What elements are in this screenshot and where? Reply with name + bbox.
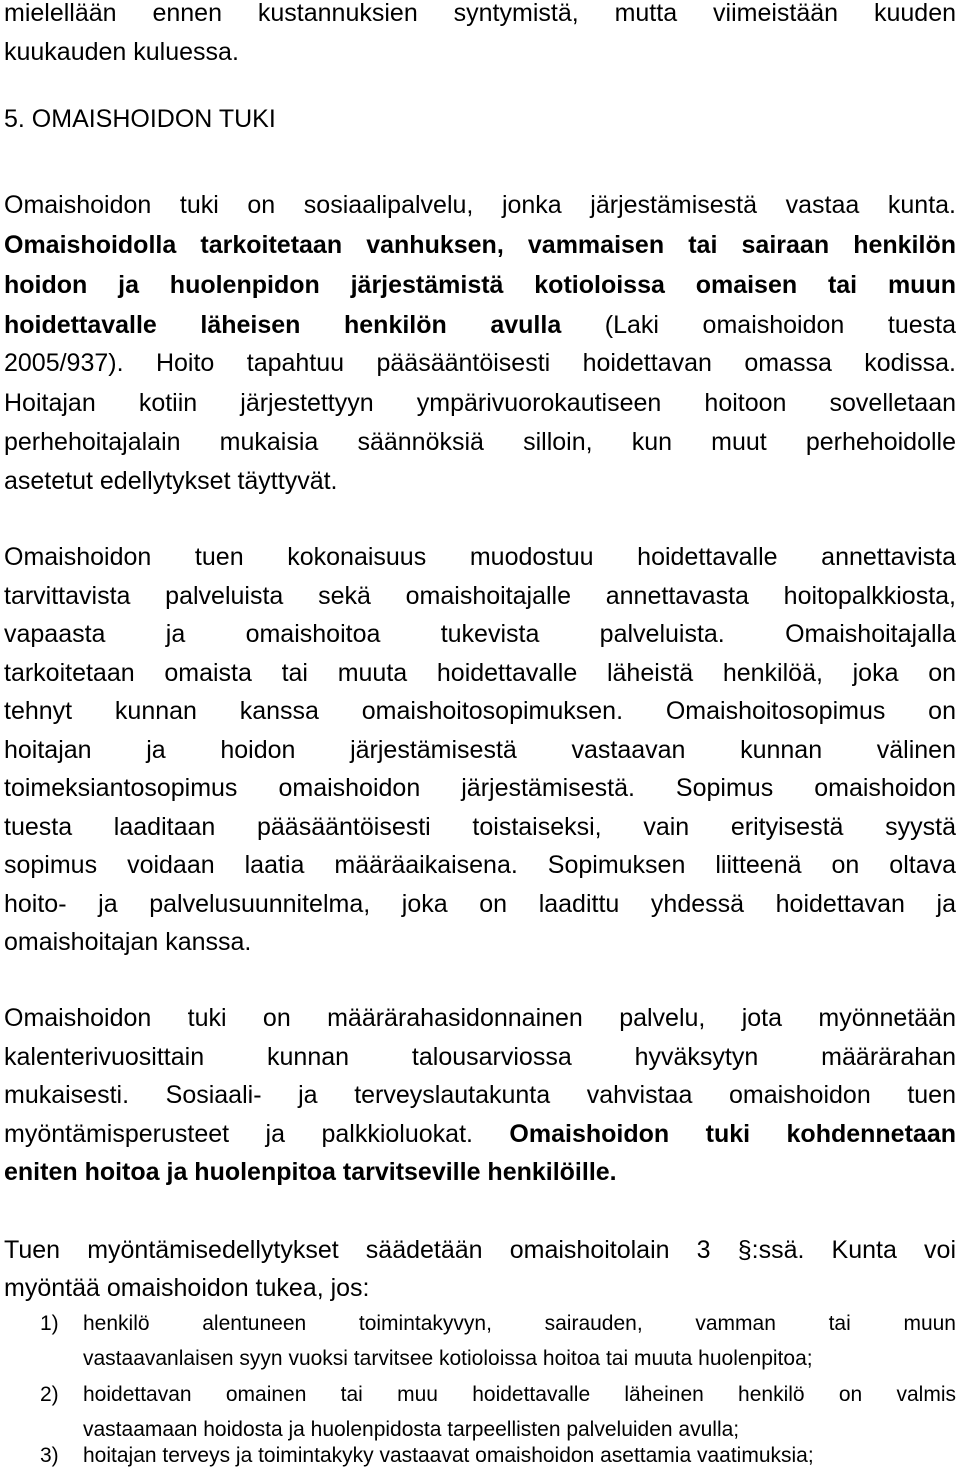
plain-phrase: (Laki omaishoidon tuesta — [561, 311, 956, 339]
paragraph-line: omaishoitajan kanssa. — [4, 928, 252, 956]
list-number: 2) — [40, 1383, 59, 1406]
paragraph-line: hoitajan ja hoidon järjestämisestä vastaavan kunnan välinen — [4, 736, 956, 764]
paragraph-line: Omaishoidon tuki on sosiaalipalvelu, jonka järjestämisestä vastaa kunta. — [4, 191, 956, 219]
list-number: 3) — [40, 1444, 59, 1467]
paragraph-line: asetetut edellytykset täyttyvät. — [4, 467, 338, 495]
list-item-line: vastaamaan hoidosta ja huolenpidosta tarpeellisten palveluiden avulla; — [83, 1418, 740, 1441]
paragraph-line: vapaasta ja omaishoitoa tukevista palveluista. Omaishoitajalla — [4, 620, 956, 648]
paragraph-line: 2005/937). Hoito tapahtuu pääsääntöisesti hoidettavan omassa kodissa. — [4, 349, 956, 377]
paragraph-line: tehnyt kunnan kanssa omaishoitosopimuksen. Omaishoitosopimus on — [4, 697, 956, 725]
paragraph-line: perhehoitajalain mukaisia säännöksiä silloin, kun muut perhehoidolle — [4, 428, 956, 456]
paragraph-line: tarkoitetaan omaista tai muuta hoidettavalle läheistä henkilöä, joka on — [4, 659, 956, 687]
list-number: 1) — [40, 1312, 59, 1335]
paragraph-line: toimeksiantosopimus omaishoidon järjestämisestä. Sopimus omaishoidon — [4, 774, 956, 802]
paragraph-line: kalenterivuosittain kunnan talousarviossa hyväksytyn määrärahan — [4, 1043, 956, 1071]
paragraph-line: myöntää omaishoidon tukea, jos: — [4, 1274, 370, 1302]
paragraph-line: tuesta laaditaan pääsääntöisesti toistaiseksi, vain erityisestä syystä — [4, 813, 956, 841]
section-heading: 5. OMAISHOIDON TUKI — [4, 105, 276, 133]
paragraph-line: Omaishoidon tuen kokonaisuus muodostuu hoidettavalle annettavista — [4, 543, 956, 571]
list-item-line: vastaavanlaisen syyn vuoksi tarvitsee kotioloissa hoitoa tai muuta huolenpitoa; — [83, 1347, 813, 1370]
intro-line: kuukauden kuluessa. — [4, 38, 239, 66]
paragraph-line: tarvittavista palveluista sekä omaishoitajalle annettavasta hoitopalkkiosta, — [4, 582, 956, 610]
list-item-line: hoitajan terveys ja toimintakyky vastaavat omaishoidon asettamia vaatimuksia; — [83, 1444, 814, 1467]
list-item-line: henkilö alentuneen toimintakyvyn, sairauden, vamman tai muun — [83, 1312, 956, 1335]
paragraph-line: eniten hoitoa ja huolenpitoa tarvitseville henkilöille. — [4, 1158, 617, 1186]
paragraph-line — [4, 308, 956, 342]
paragraph-line: Hoitajan kotiin järjestettyyn ympärivuorokautiseen hoitoon sovelletaan — [4, 389, 956, 417]
paragraph-line — [4, 1117, 956, 1151]
paragraph-line: Tuen myöntämisedellytykset säädetään omaishoitolain 3 §:ssä. Kunta voi — [4, 1236, 956, 1264]
list-item-line: hoidettavan omainen tai muu hoidettavalle läheinen henkilö on valmis — [83, 1383, 956, 1406]
paragraph-line: Omaishoidolla tarkoitetaan vanhuksen, vammaisen tai sairaan henkilön — [4, 231, 956, 259]
intro-line: mielellään ennen kustannuksien syntymistä, mutta viimeistään kuuden — [4, 0, 956, 27]
paragraph-line: sopimus voidaan laatia määräaikaisena. Sopimuksen liitteenä on oltava — [4, 851, 956, 879]
bold-phrase: hoidettavalle läheisen henkilön avulla — [4, 311, 562, 339]
bold-phrase: Omaishoidon tuki kohdennetaan — [509, 1120, 956, 1148]
plain-phrase: myöntämisperusteet ja palkkioluokat. — [4, 1120, 510, 1148]
paragraph-line: Omaishoidon tuki on määrärahasidonnainen palvelu, jota myönnetään — [4, 1004, 956, 1032]
paragraph-line: hoidon ja huolenpidon järjestämistä kotioloissa omaisen tai muun — [4, 271, 956, 299]
paragraph-line: hoito- ja palvelusuunnitelma, joka on laadittu yhdessä hoidettavan ja — [4, 890, 956, 918]
paragraph-line: mukaisesti. Sosiaali- ja terveyslautakunta vahvistaa omaishoidon tuen — [4, 1081, 956, 1109]
